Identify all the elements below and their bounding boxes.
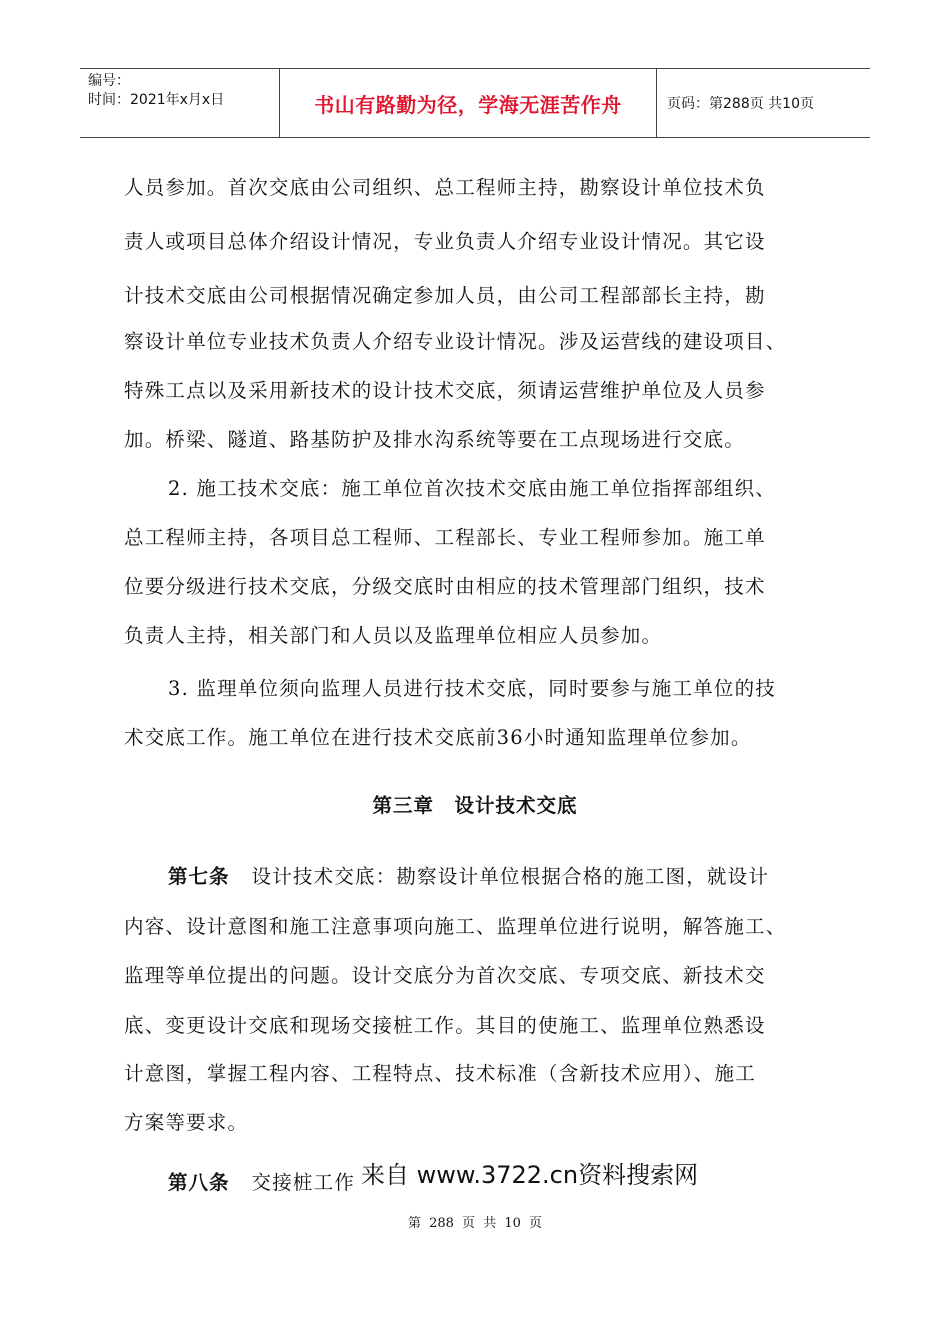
document-number-label: 编号： [88,73,130,89]
paragraph-line: 内容、设计意图和施工注意事项向施工、监理单位进行说明，解答施工、 [124,915,787,938]
chapter-title: 第三章 设计技术交底 [372,794,578,817]
paragraph-line: 2. 施工技术交底：施工单位首次技术交底由施工单位指挥部组织、 [168,477,777,500]
source-watermark: 来自 www.3722.cn资料搜索网 [361,1161,699,1189]
header-page-info: 页码：第288页 共10页 [667,96,814,112]
paragraph-line: 责人或项目总体介绍设计情况，专业负责人介绍专业设计情况。其它设 [124,230,766,253]
article-7-first-line [168,861,769,889]
header-motto: 书山有路勤为径，学海无涯苦作舟 [280,69,657,137]
paragraph-line: 3. 监理单位须向监理人员进行技术交底，同时要参与施工单位的技 [168,677,777,700]
article-8-text: 交接桩工作 [251,1171,356,1194]
paragraph-line: 底、变更设计交底和现场交接桩工作。其目的使施工、监理单位熟悉设 [124,1014,766,1037]
paragraph-line: 加。桥梁、隧道、路基防护及排水沟系统等要在工点现场进行交底。 [124,428,746,451]
paragraph-line: 人员参加。首次交底由公司组织、总工程师主持，勘察设计单位技术负 [124,176,766,199]
paragraph-line: 术交底工作。施工单位在进行技术交底前36小时通知监理单位参加。 [124,726,752,749]
page-footer: 第 288 页 共 10 页 [407,1216,543,1231]
paragraph-line: 特殊工点以及采用新技术的设计技术交底，须请运营维护单位及人员参 [124,379,766,402]
paragraph-line: 设计技术交底：勘察设计单位根据合格的施工图，就设计 [251,865,770,888]
article-8-line [168,1161,698,1196]
article-7-label: 第七条 [168,865,230,888]
paragraph-line: 总工程师主持，各项目总工程师、工程部长、专业工程师参加。施工单 [124,526,766,549]
paragraph-line: 监理等单位提出的问题。设计交底分为首次交底、专项交底、新技术交 [124,964,766,987]
paragraph-line: 察设计单位专业技术负责人介绍专业设计情况。涉及运营线的建设项目、 [124,330,787,353]
paragraph-line: 计技术交底由公司根据情况确定参加人员，由公司工程部部长主持，勘 [124,284,766,307]
header-meta [80,69,280,137]
article-8-label: 第八条 [168,1171,230,1194]
paragraph-line: 负责人主持，相关部门和人员以及监理单位相应人员参加。 [124,624,663,647]
paragraph-line: 位要分级进行技术交底，分级交底时由相应的技术管理部门组织，技术 [124,575,766,598]
page-header [80,68,870,138]
document-time-label: 时间：2021年x月x日 [88,92,225,108]
paragraph-line: 方案等要求。 [124,1111,249,1134]
paragraph-line: 计意图，掌握工程内容、工程特点、技术标准（含新技术应用）、施工 [124,1062,756,1085]
